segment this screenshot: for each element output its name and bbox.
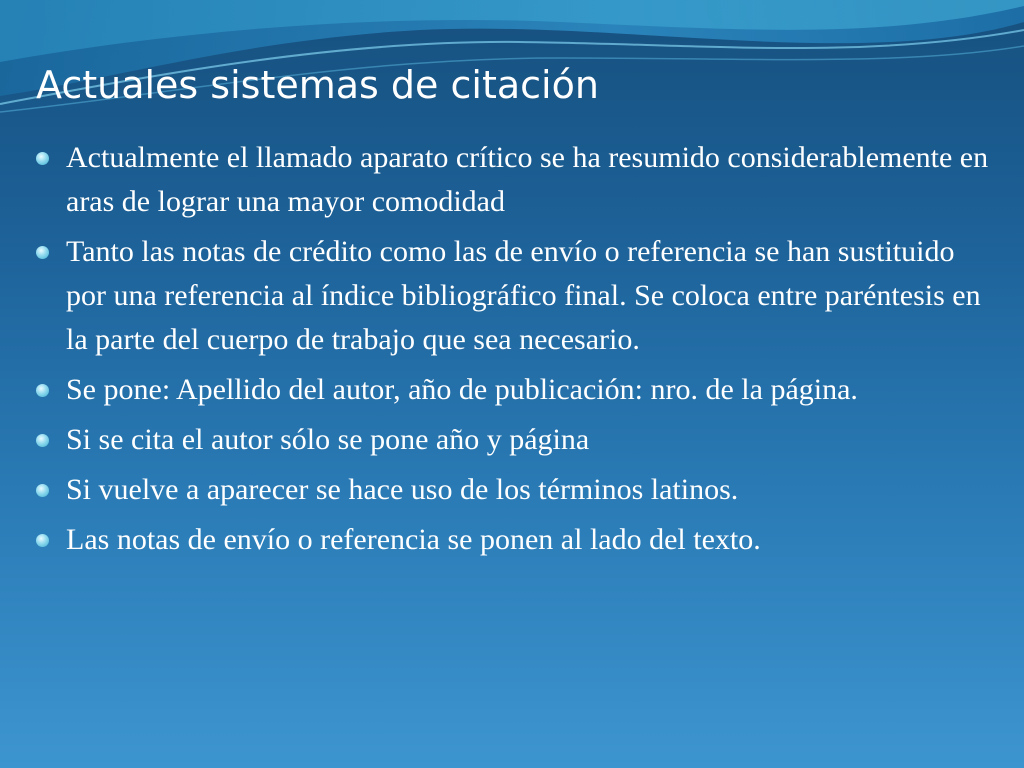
bullet-list	[36, 136, 1000, 562]
bullet-item	[36, 136, 1000, 224]
bullet-dot-icon	[36, 534, 49, 547]
bullet-text: Las notas de envío o referencia se ponen al lado del texto.	[66, 523, 761, 556]
slide-title: Actuales sistemas de citación	[36, 63, 599, 107]
bullet-text: Si vuelve a aparecer se hace uso de los términos latinos.	[66, 473, 739, 506]
bullet-dot-icon	[36, 434, 49, 447]
slide-content	[36, 136, 1000, 568]
bullet-item	[36, 468, 1000, 512]
bullet-text: Tanto las notas de crédito como las de envío o referencia se han sustituido por una referencia al índice bibliográfico final. Se coloca entre paréntesis en la parte del cuerpo de trabajo que sea necesario.	[66, 235, 981, 356]
bullet-item	[36, 418, 1000, 462]
bullet-text: Si se cita el autor sólo se pone año y página	[66, 423, 590, 456]
bullet-dot-icon	[36, 484, 49, 497]
bullet-text: Se pone: Apellido del autor, año de publicación: nro. de la página.	[66, 373, 858, 406]
bullet-dot-icon	[36, 384, 49, 397]
bullet-item	[36, 368, 1000, 412]
bullet-text: Actualmente el llamado aparato crítico se ha resumido considerablemente en aras de lograr una mayor comodidad	[66, 141, 989, 218]
bullet-dot-icon	[36, 246, 49, 259]
bullet-item	[36, 518, 1000, 562]
bullet-dot-icon	[36, 152, 49, 165]
bullet-item	[36, 230, 1000, 362]
